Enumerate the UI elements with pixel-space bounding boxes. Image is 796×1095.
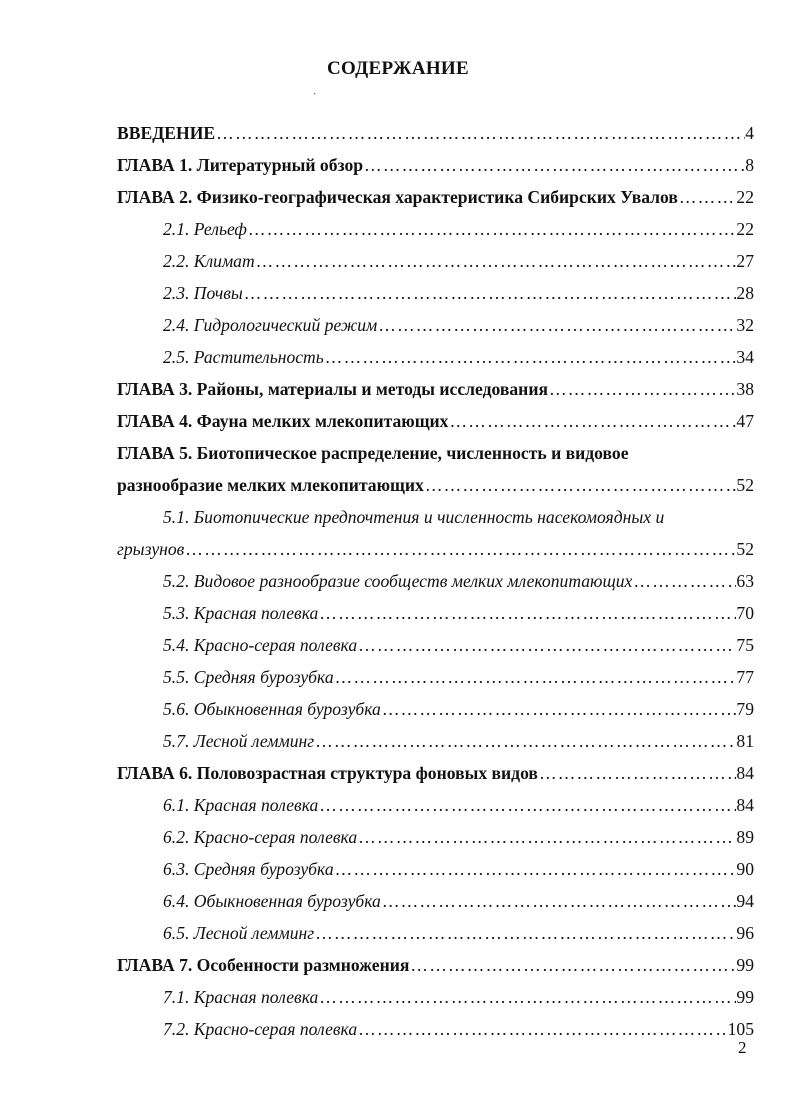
toc-leader-dots (314, 730, 736, 752)
toc-entry-page: 32 (736, 315, 754, 335)
toc-entry-section-5-2[interactable] (163, 570, 754, 592)
toc-leader-dots (314, 922, 736, 944)
toc-entry-page: 96 (736, 923, 754, 943)
toc-entry-section-7-1[interactable] (163, 986, 754, 1008)
toc-leader-dots (538, 762, 736, 784)
toc-leader-dots (255, 250, 737, 272)
toc-entry-chapter-6[interactable] (117, 762, 754, 784)
toc-entry-title: 5.3. Красная полевка (163, 603, 319, 623)
toc-entry-title: 2.5. Растительность (163, 347, 324, 367)
toc-entry-section-5-3[interactable] (163, 602, 754, 624)
toc-entry-section-6-2[interactable] (163, 826, 754, 848)
toc-leader-dots (548, 378, 736, 400)
toc-entry-chapter-4[interactable] (117, 410, 754, 432)
toc-leader-dots (381, 698, 737, 720)
toc-entry-page: 63 (736, 571, 754, 591)
toc-entry-section-6-3[interactable] (163, 858, 754, 880)
toc-leader-dots (678, 186, 737, 208)
toc-leader-dots (377, 314, 736, 336)
toc-entry-section-2-4[interactable] (163, 314, 754, 336)
toc-entry-section-2-2[interactable] (163, 250, 754, 272)
toc-entry-chapter-7[interactable] (117, 954, 754, 976)
toc-entry-title: ГЛАВА 1. Литературный обзор (117, 155, 364, 175)
toc-entry-page: 38 (736, 379, 754, 399)
toc-entry-introduction[interactable] (117, 122, 754, 144)
toc-entry-title: 5.6. Обыкновенная бурозубка (163, 699, 381, 719)
toc-leader-dots (357, 1018, 727, 1040)
toc-entry-section-2-1[interactable] (163, 218, 754, 240)
toc-leader-dots (381, 890, 737, 912)
toc-entry-section-5-4[interactable] (163, 634, 754, 656)
toc-entry-section-5-7[interactable] (163, 730, 754, 752)
toc-entry-section-6-4[interactable] (163, 890, 754, 912)
toc-entry-page: 22 (736, 187, 754, 207)
toc-leader-dots (334, 666, 737, 688)
toc-entry-chapter-2[interactable] (117, 186, 754, 208)
toc-leader-dots (215, 122, 745, 144)
toc-entry-section-5-1[interactable] (117, 538, 754, 560)
toc-entry-page: 28 (736, 283, 754, 303)
toc-entry-page: 52 (736, 539, 754, 559)
toc-entry-page: 4 (745, 123, 754, 143)
toc-entry-page: 70 (736, 603, 754, 623)
toc-entry-title: 6.2. Красно-серая полевка (163, 827, 358, 847)
toc-entry-title: 6.4. Обыкновенная бурозубка (163, 891, 381, 911)
toc-entry-title: 5.2. Видовое разнообразие сообществ мелких млекопитающих (163, 571, 633, 591)
toc-entry-page: 77 (736, 667, 754, 687)
toc-entry-section-2-5[interactable] (163, 346, 754, 368)
toc-entry-section-7-2[interactable] (163, 1018, 754, 1040)
toc-entry-title: ГЛАВА 4. Фауна мелких млекопитающих (117, 411, 449, 431)
page-number: 2 (738, 1038, 747, 1057)
toc-entry-page: 105 (727, 1019, 754, 1039)
toc-entry-page: 47 (736, 411, 754, 431)
toc-entry-title: грызунов (117, 539, 185, 559)
toc-entry-title: 2.2. Климат (163, 251, 255, 271)
toc-entry-title: 6.1. Красная полевка (163, 795, 319, 815)
toc-entry-page: 8 (745, 155, 754, 175)
toc-entry-section-5-5[interactable] (163, 666, 754, 688)
toc-leader-dots (424, 474, 737, 496)
toc-entry-page: 34 (736, 347, 754, 367)
toc-entry-section-6-5[interactable] (163, 922, 754, 944)
toc-leader-dots (243, 282, 737, 304)
toc-entry-title: ГЛАВА 2. Физико-географическая характеристика Сибирских Увалов (117, 187, 678, 207)
toc-entry-page: 84 (736, 763, 754, 783)
toc-entry-chapter-1[interactable] (117, 154, 754, 176)
toc-entry-page: 75 (736, 635, 754, 655)
toc-leader-dots (184, 538, 736, 560)
toc-leader-dots (357, 634, 736, 656)
toc-leader-dots (632, 570, 736, 592)
toc-entry-title: 7.2. Красно-серая полевка (163, 1019, 358, 1039)
toc-leader-dots (247, 218, 737, 240)
toc-entry-page: 52 (736, 475, 754, 495)
toc-entry-page: 99 (736, 987, 754, 1007)
toc-leader-dots (318, 602, 736, 624)
toc-entry-page: 81 (736, 731, 754, 751)
toc-leader-dots (318, 794, 736, 816)
toc-entry-chapter-3[interactable] (117, 378, 754, 400)
scan-speck: ˏ (313, 84, 317, 95)
toc-entry-title: 6.5. Лесной лемминг (163, 923, 315, 943)
toc-leader-dots (334, 858, 737, 880)
toc-entry-title: 2.4. Гидрологический режим (163, 315, 378, 335)
toc-leader-dots (363, 154, 745, 176)
toc-entry-title: разнообразие мелких млекопитающих (117, 475, 424, 495)
toc-entry-title: ГЛАВА 3. Районы, материалы и методы исследования (117, 379, 548, 399)
toc-entry-title: 5.5. Средняя бурозубка (163, 667, 334, 687)
toc-entry-title: 6.3. Средняя бурозубка (163, 859, 334, 879)
toc-entry-page: 84 (736, 795, 754, 815)
toc-leader-dots (448, 410, 736, 432)
page-title: СОДЕРЖАНИЕ (327, 58, 469, 79)
toc-leader-dots (409, 954, 736, 976)
toc-leader-dots (324, 346, 737, 368)
toc-entry-section-5-6[interactable] (163, 698, 754, 720)
toc-entry-section-5-1-line1[interactable]: 5.1. Биотопические предпочтения и численность насекомоядных и (163, 507, 665, 527)
toc-entry-page: 99 (736, 955, 754, 975)
toc-entry-page: 79 (736, 699, 754, 719)
toc-entry-title: 7.1. Красная полевка (163, 987, 319, 1007)
toc-entry-page: 90 (736, 859, 754, 879)
toc-entry-title: 2.3. Почвы (163, 283, 243, 303)
toc-entry-page: 94 (736, 891, 754, 911)
toc-entry-page: 22 (736, 219, 754, 239)
toc-leader-dots (357, 826, 736, 848)
toc-entry-section-2-3[interactable] (163, 282, 754, 304)
toc-entry-title: 5.7. Лесной лемминг (163, 731, 315, 751)
toc-entry-title: 2.1. Рельеф (163, 219, 247, 239)
toc-entry-title: ГЛАВА 7. Особенности размножения (117, 955, 410, 975)
toc-entry-chapter-5[interactable] (117, 474, 754, 496)
toc-entry-title: 5.4. Красно-серая полевка (163, 635, 358, 655)
toc-entry-section-6-1[interactable] (163, 794, 754, 816)
toc-entry-title: ГЛАВА 6. Половозрастная структура фоновых видов (117, 763, 538, 783)
toc-entry-title: ВВЕДЕНИЕ (117, 123, 216, 143)
toc-entry-chapter-5-line1[interactable]: ГЛАВА 5. Биотопическое распределение, численность и видовое (117, 443, 629, 463)
toc-entry-page: 27 (736, 251, 754, 271)
toc-entry-page: 89 (736, 827, 754, 847)
toc-leader-dots (318, 986, 736, 1008)
